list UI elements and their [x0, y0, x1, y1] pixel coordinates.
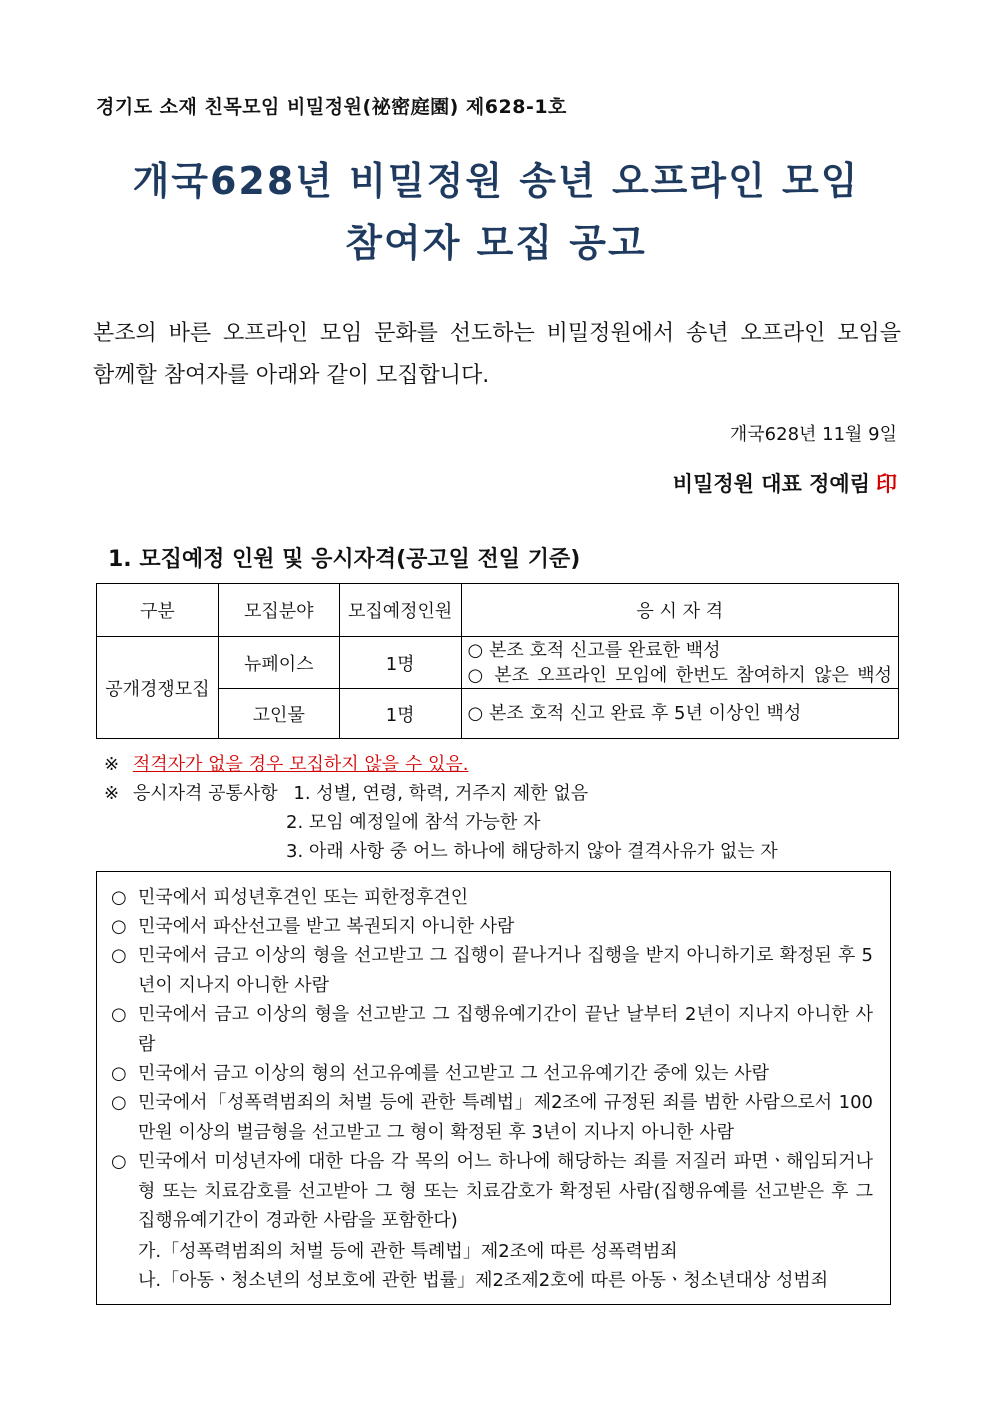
bullet-circle: ○ — [111, 1092, 127, 1113]
header-field: 모집분야 — [218, 584, 339, 637]
header-category: 구분 — [97, 584, 219, 637]
field-cell: 뉴페이스 — [218, 637, 339, 689]
list-item-text: 민국에서「성폭력범죄의 처벌 등에 관한 특례법」제2조에 규정된 죄를 범한 사람으로서 100만원 이상의 벌금형을 선고받고 그 형이 확정된 후 3년이 지나지 아니한 사람 — [138, 1092, 873, 1143]
table-header-row — [97, 584, 899, 637]
seal-mark: 印 — [876, 472, 897, 496]
field-cell: 고인물 — [218, 689, 339, 739]
count-cell: 1명 — [339, 689, 461, 739]
notice-title-line1: 개국628년 비밀정원 송년 오프라인 모임 — [132, 159, 860, 203]
note-line-2 — [104, 779, 588, 805]
intro-line1: 본조의 바른 오프라인 모임 문화를 선도하는 비밀정원에서 송년 오프라인 모임을 — [93, 321, 901, 346]
list-item — [111, 883, 873, 913]
note-no-qualified: 적격자가 없을 경우 모집하지 않을 수 있음. — [132, 754, 469, 775]
list-item-text: 민국에서 미성년자에 대한 다음 각 목의 어느 하나에 해당하는 죄를 저질러 파면ㆍ해임되거나 형 또는 치료감호를 선고받아 그 형 또는 치료감호가 확정된 사람(집행유예를 선고받은 후 그 집행유예기간이 경과한 사람을 포함한다) — [138, 1151, 873, 1231]
header-qualification: 응 시 자 격 — [461, 584, 898, 637]
category-cell: 공개경쟁모집 — [97, 637, 219, 739]
qualification-line: ○ 본조 호적 신고를 완료한 백성 — [467, 639, 721, 661]
list-item — [111, 1000, 873, 1059]
common-requirement-item: 3. 아래 사항 중 어느 하나에 해당하지 않아 결격사유가 없는 자 — [286, 841, 778, 862]
qualification-cell: ○ 본조 호적 신고 완료 후 5년 이상인 백성 — [461, 689, 898, 739]
list-item — [111, 941, 873, 1000]
bullet-circle: ○ — [111, 1004, 127, 1025]
list-item — [111, 1147, 873, 1236]
note-mark: ※ — [104, 754, 120, 775]
common-requirement-item: 1. 성별, 연령, 학력, 거주지 제한 없음 — [293, 783, 589, 804]
intro-line2: 함께할 참여자를 아래와 같이 모집합니다. — [93, 363, 490, 388]
count-cell: 1명 — [339, 637, 461, 689]
qualification-line: ○ 본조 오프라인 모임에 한번도 참여하지 않은 백성 — [467, 664, 892, 686]
list-item-text: 민국에서 금고 이상의 형의 선고유예를 선고받고 그 선고유예기간 중에 있는 사람 — [138, 1063, 770, 1084]
bullet-circle: ○ — [111, 887, 127, 908]
organization-line: 경기도 소재 친목모임 비밀정원(祕密庭園) 제628-1호 — [96, 96, 567, 118]
representative-signature — [673, 468, 897, 498]
common-requirement-item: 2. 모임 예정일에 참석 가능한 자 — [286, 812, 541, 833]
table-row — [97, 637, 899, 689]
disqualification-box — [96, 871, 891, 1305]
note-mark: ※ — [104, 783, 120, 804]
list-item-text: 민국에서 파산선고를 받고 복권되지 아니한 사람 — [138, 916, 515, 937]
bullet-circle: ○ — [111, 1063, 127, 1084]
sub-item: 가.「성폭력범죄의 처벌 등에 관한 특례법」제2조에 따른 성폭력범죄 — [138, 1241, 678, 1262]
note-line-1 — [104, 750, 468, 776]
header-count: 모집예정인원 — [339, 584, 461, 637]
notice-date: 개국628년 11월 9일 — [729, 424, 897, 445]
list-item-text: 민국에서 금고 이상의 형을 선고받고 그 집행유예기간이 끝난 날부터 2년이 지나지 아니한 사람 — [138, 1004, 873, 1055]
list-item — [111, 1059, 873, 1089]
bullet-circle: ○ — [111, 1151, 127, 1172]
sub-item: 나.「아동ㆍ청소년의 성보호에 관한 법률」제2조제2호에 따른 아동ㆍ청소년대상 성범죄 — [138, 1270, 829, 1291]
qualification-cell — [461, 637, 898, 689]
section-1-title: 1. 모집예정 인원 및 응시자격(공고일 전일 기준) — [108, 547, 581, 572]
list-item — [111, 1088, 873, 1147]
list-item-text: 민국에서 금고 이상의 형을 선고받고 그 집행이 끝나거나 집행을 받지 아니하기로 확정된 후 5년이 지나지 아니한 사람 — [138, 945, 873, 996]
bullet-circle: ○ — [111, 916, 127, 937]
representative-name: 비밀정원 대표 정예림 — [672, 472, 870, 496]
common-requirements-label: 응시자격 공통사항 — [132, 783, 278, 804]
notice-title-line2: 참여자 모집 공고 — [345, 221, 647, 265]
list-item-text: 민국에서 피성년후견인 또는 피한정후견인 — [138, 887, 469, 908]
bullet-circle: ○ — [111, 945, 127, 966]
recruitment-table — [96, 583, 899, 739]
list-item — [111, 912, 873, 942]
